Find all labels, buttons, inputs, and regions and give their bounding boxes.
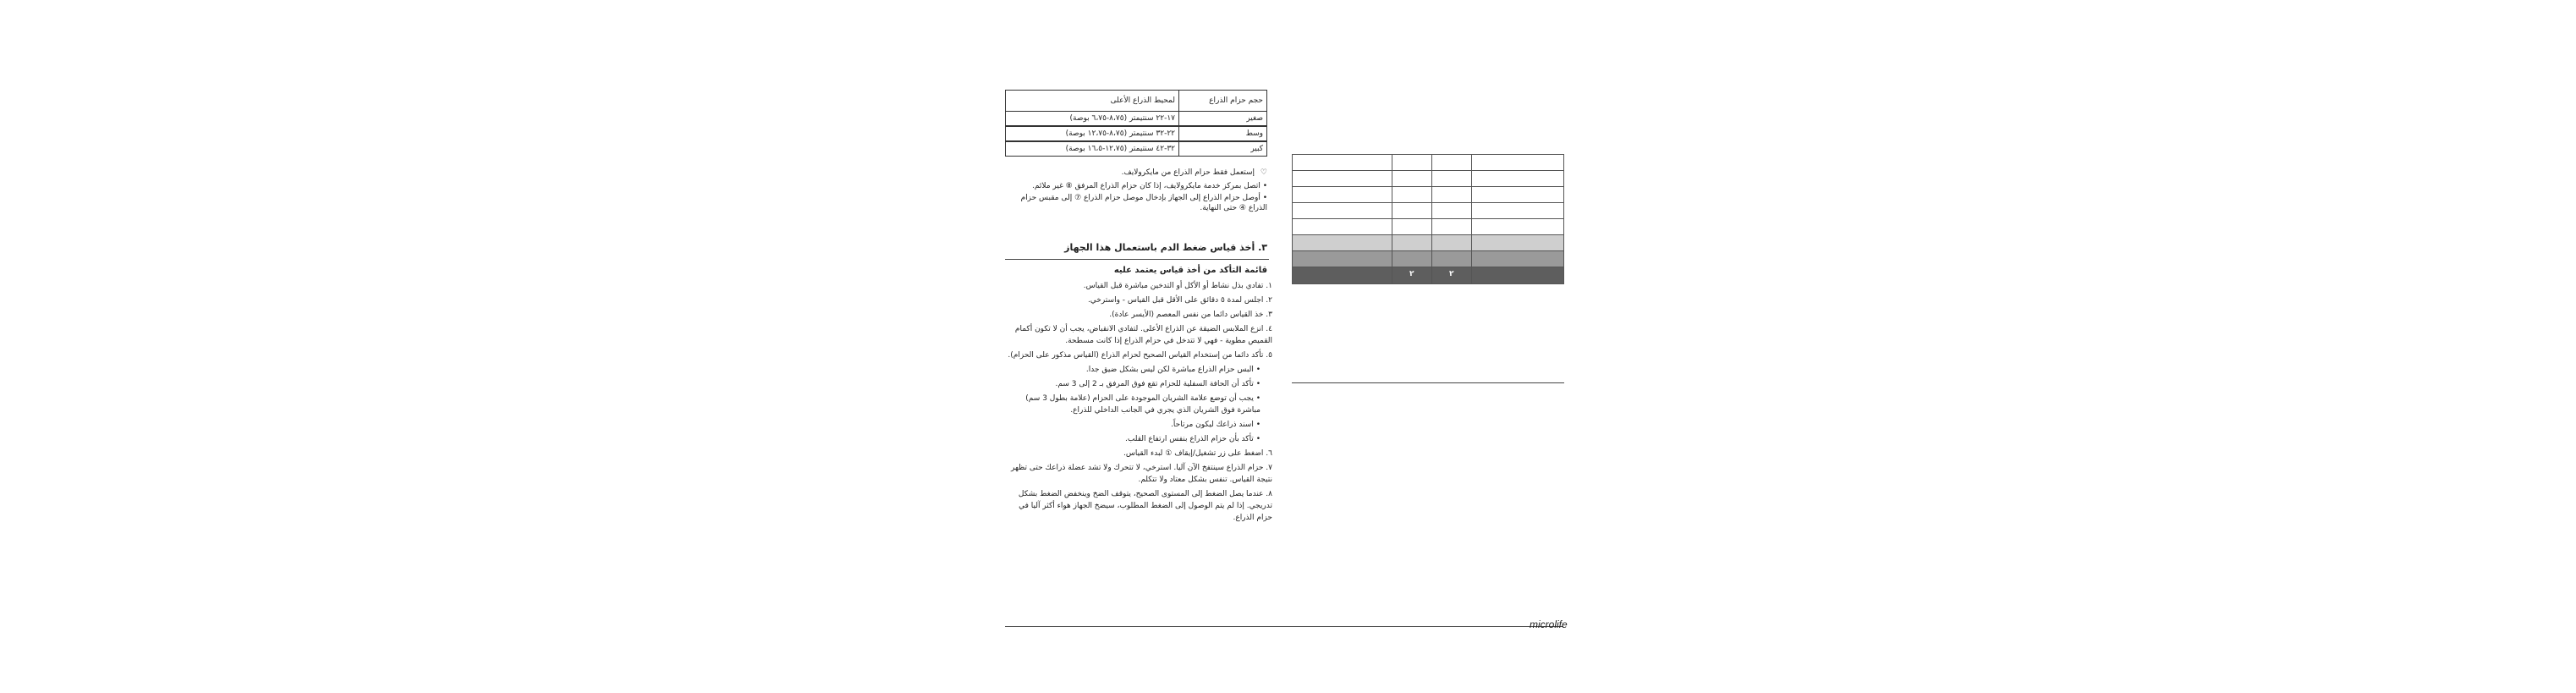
section-subtitle: قائمة التأكد من أخذ قياس يعتمد عليه [1113,266,1267,275]
steps-list [1005,278,1272,526]
step-item: ٢. اجلس لمدة ٥ دقائق على الأقل قبل القياس - واسترخي. [1087,296,1272,305]
table-col-line [1431,154,1432,283]
step-item: ٣. خذ القياس دائما من نفس المعصم (الأيسر عادة). [1109,311,1272,319]
table-row [1292,202,1564,219]
cuff-row-small [1006,112,1267,127]
bullet-text: أوصل حزام الذراع إلى الجهاز بإدخال موصل حزام الذراع ⑦ إلى مقبس حزام الذراع ④ حتى النهاية. [1020,194,1267,212]
table-col-line [1563,154,1564,283]
result-table [1292,154,1564,301]
cuff-size-table [1005,90,1267,157]
table-row-light [1292,234,1564,251]
section-divider [1005,259,1269,260]
table-bottom-border [1292,283,1564,300]
bullet-text: اتصل بمركز خدمة مايكرولايف، إذا كان حزام الذراع المرفق ⑧ غير ملائم. [1032,182,1261,190]
cuff-size: كبير [1179,141,1267,157]
cuff-header-circumference: لمحيط الذراع الأعلى [1006,91,1179,112]
cuff-range: ٢٢-٣٢ سنتيمتر (٨،٧٥-١٢،٧٥ بوصة) [1006,126,1179,141]
table-col-line [1471,154,1472,283]
bullet-item: • اتصل بمركز خدمة مايكرولايف، إذا كان حزام الذراع المرفق ⑧ غير ملائم. [1032,182,1267,190]
brand-logo: microlife [1530,619,1568,630]
table-col-line [1292,154,1293,283]
cuff-size: صغير [1179,112,1267,127]
step-subitem: • تأكد بأن حزام الذراع بنفس ارتفاع القلب. [1125,435,1261,443]
bullet-item: • أوصل حزام الذراع إلى الجهاز بإدخال موصل حزام الذراع ⑦ إلى مقبس حزام الذراع ④ حتى النهاية. [1020,194,1267,212]
section-heading [1005,242,1267,253]
table-row-dark [1292,267,1564,283]
table-row [1292,154,1564,171]
section-title: أخذ قياس ضغط الدم باستعمال هذا الجهاز [1064,242,1255,253]
cuff-note [1005,168,1267,177]
step-item: ٦. اضغط على زر تشغيل/إيقاف ① لبدء القياس. [1123,449,1272,458]
step-subitem: • يجب أن توضع علامة الشريان الموجودة على الحزام (علامة بطول 3 سم) مباشرة فوق الشريان الذي يجري في الجانب الداخلي للذراع. [1025,394,1261,415]
table-value: ٢ [1449,270,1454,278]
step-item: ٨. عندما يصل الضغط إلى المستوى الصحيح، يتوقف الضخ وينخفض الضغط بشكل تدريجي. إذا لم يتم الوصول إلى الضغط المطلوب، سيضخ الجهاز هواء أكثر آليا في حزام الذراع. [1018,490,1272,522]
heart-icon: ♡ [1260,168,1267,177]
cuff-table-header [1006,91,1267,112]
cuff-row-medium [1006,126,1267,141]
cuff-size: وسط [1179,126,1267,141]
cuff-range: ٣٢-٤٢ سنتيمتر (١٢،٧٥-١٦،٥ بوصة) [1006,141,1179,157]
cuff-header-size: حجم حزام الذراع [1179,91,1267,112]
step-subitem: • اسند ذراعك ليكون مرتاحاً. [1171,421,1261,429]
cuff-row-large [1006,141,1267,157]
table-row [1292,218,1564,235]
cuff-range: ١٧-٢٢ سنتيمتر (٨،٧٥-٦،٧٥ بوصة) [1006,112,1179,127]
step-item: ٤. انزع الملابس الضيقة عن الذراع الأعلى. لتفادي الانقباض، يجب أن لا تكون أكمام القميص مطوية - فهي لا تتدخل في حزام الذراع إذا كانت مسطحة. [1014,325,1272,345]
step-item: ٧. حزام الذراع سينتفخ الآن آليا. استرخي، لا تتحرك ولا تشد عضلة ذراعك حتى تظهر نتيجة القياس. تنفس بشكل معتاد ولا تتكلم. [1011,464,1272,484]
step-subitem: • البس حزام الذراع مباشرة لكن ليس بشكل ضيق جدا. [1085,366,1261,374]
step-item: ٥. تأكد دائما من إستخدام القياس الصحيح لحزام الذراع (القياس مذكور على الحزام). [1008,351,1272,360]
right-divider [1292,382,1564,383]
table-row-mid [1292,250,1564,267]
section-number: ٣. [1258,242,1267,253]
table-value: ٢ [1409,270,1414,278]
table-row [1292,170,1564,187]
footer-rule [1005,626,1563,627]
note-text: إستعمل فقط حزام الذراع من مايكرولايف. [1121,168,1255,177]
table-row [1292,186,1564,203]
step-subitem: • تأكد أن الحافة السفلية للحزام تقع فوق المرفق بـ 2 إلى 3 سم. [1055,380,1261,388]
step-item: ١. تفادي بذل نشاط أو الأكل أو التدخين مباشرة قبل القياس. [1083,282,1272,290]
